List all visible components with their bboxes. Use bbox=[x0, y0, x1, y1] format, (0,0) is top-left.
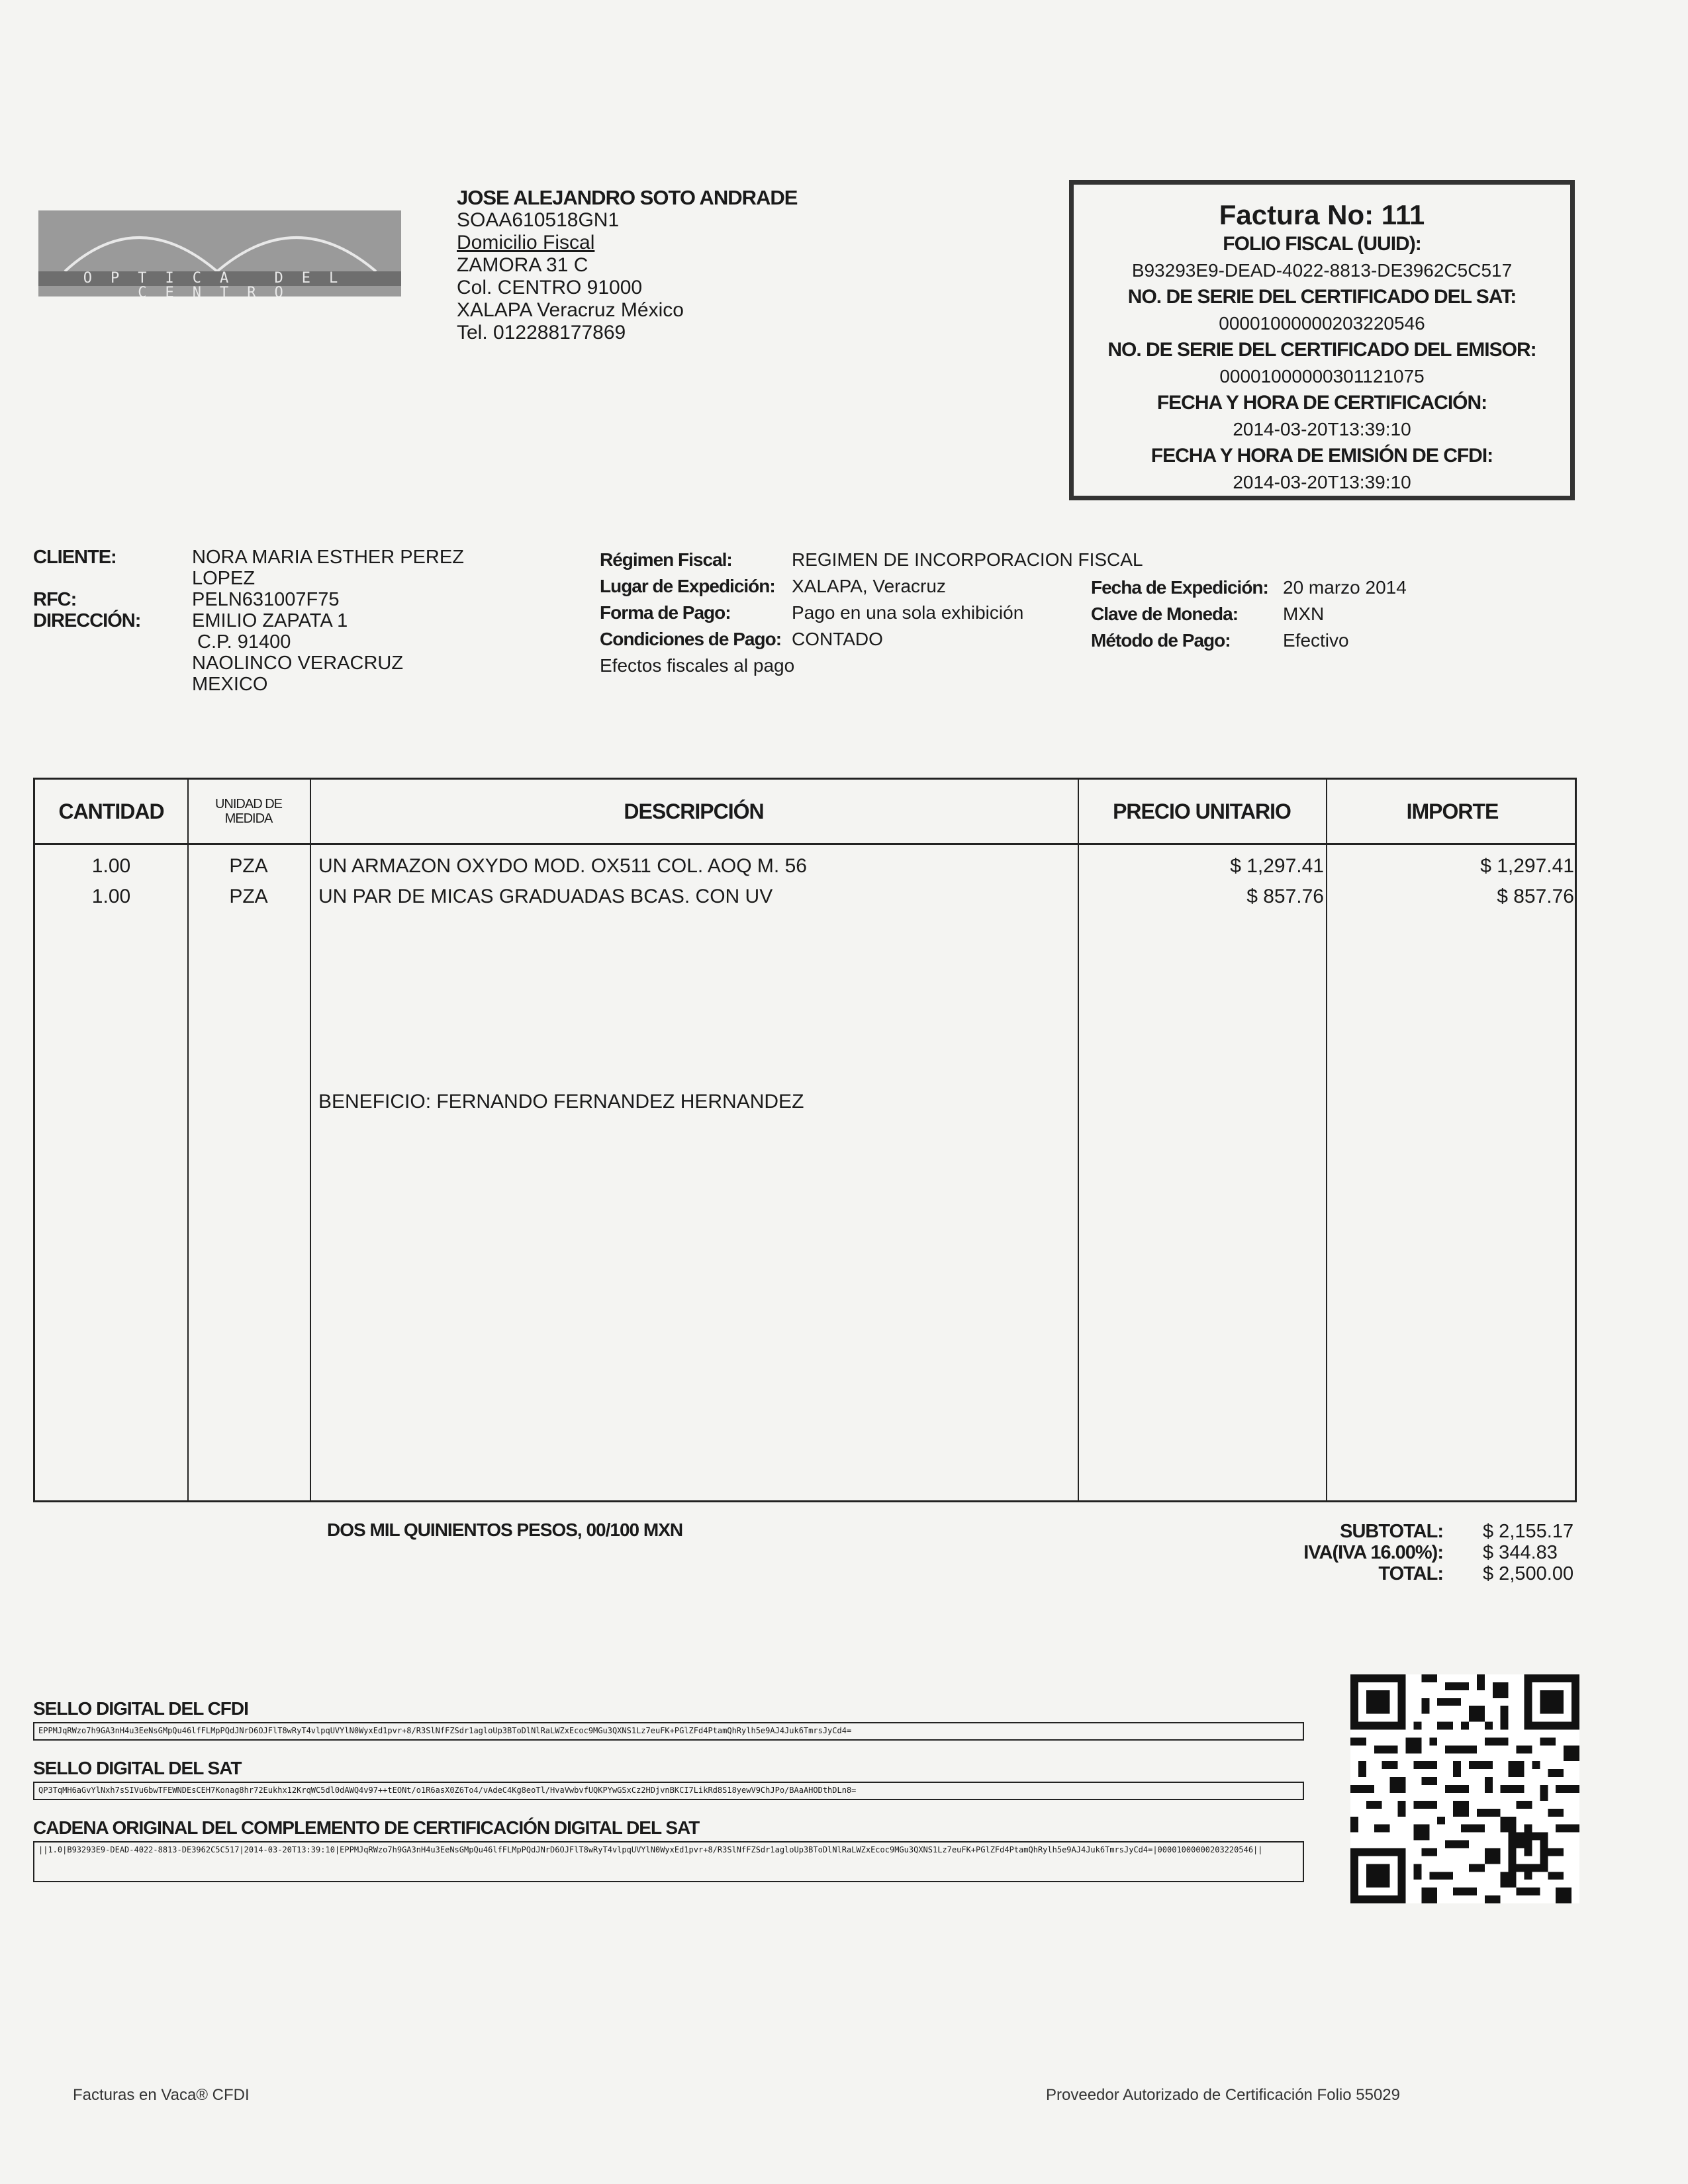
company-logo bbox=[38, 210, 401, 296]
logo-text: OPTICA DEL CENTRO bbox=[38, 271, 401, 286]
cert-date-label: FECHA Y HORA DE CERTIFICACIÓN: bbox=[1156, 392, 1487, 414]
header-precio: PRECIO UNITARIO bbox=[1113, 799, 1291, 823]
subtotal-label: SUBTOTAL: bbox=[1340, 1521, 1443, 1542]
issuer-colonia: Col. CENTRO 91000 bbox=[457, 277, 643, 298]
emision-date-value: 2014-03-20T13:39:10 bbox=[1233, 472, 1411, 492]
iva-label: IVA(IVA 16.00%): bbox=[1303, 1542, 1443, 1563]
sello-sat-value: QP3TqMH6aGvYlNxh7sSIVu6bwTFEWNDEsCEH7Konag8hr72Eukhx12KrqWC5dl0dAWQ4v97++tEONt/o1R6asX0Z6To4/vAdeC4Kg8eoTl/HvaVwbvfUQKPYwGSxCz2HDjvnBKCI7LikRd8S18yewV9ChJPo/BAaAHODthDLn8= bbox=[33, 1782, 1304, 1800]
header-unidad bbox=[187, 780, 310, 843]
regimen-label: Régimen Fiscal: bbox=[600, 549, 732, 570]
client-cp: C.P. 91400 bbox=[192, 631, 291, 653]
subtotal-value: $ 2,155.17 bbox=[1483, 1521, 1574, 1542]
condiciones-label: Condiciones de Pago: bbox=[600, 629, 782, 649]
row-cantidad: 1.00 bbox=[91, 886, 131, 907]
header-cantidad: CANTIDAD bbox=[58, 799, 164, 823]
sello-cfdi-label: SELLO DIGITAL DEL CFDI bbox=[33, 1698, 248, 1719]
sello-cfdi-value: EPPMJqRWzo7h9GA3nH4u3EeNsGMpQu46lfFLMpPQdJNrD6OJFlT8wRyT4vlpqUVYlN0WyxEd1pvr+8/R3SlNfFZSdr1agloUp3BToDlNlRaLWZxEcoc9MGu3QXNS1Lz7euFK+PGlZFd4PtamQhRylh5e9AJ4Juk6TmrsJyCd4= bbox=[33, 1722, 1304, 1741]
qr-icon bbox=[1350, 1674, 1579, 1903]
domicilio-label: Domicilio Fiscal bbox=[457, 232, 595, 253]
sat-cert-label: NO. DE SERIE DEL CERTIFICADO DEL SAT: bbox=[1127, 286, 1517, 308]
client-name-1: NORA MARIA ESTHER PEREZ bbox=[192, 547, 464, 568]
forma-label: Forma de Pago: bbox=[600, 602, 731, 623]
issuer-street: ZAMORA 31 C bbox=[457, 254, 588, 276]
row-descripcion: UN PAR DE MICAS GRADUADAS BCAS. CON UV bbox=[318, 886, 773, 907]
fecha-value: 20 marzo 2014 bbox=[1283, 577, 1407, 598]
invoice-number: Factura No: 111 bbox=[1219, 199, 1425, 230]
cadena-label: CADENA ORIGINAL DEL COMPLEMENTO DE CERTIFICACIÓN DIGITAL DEL SAT bbox=[33, 1817, 700, 1838]
total-label: TOTAL: bbox=[1378, 1563, 1443, 1584]
fiscal-info bbox=[600, 547, 1143, 679]
client-rfc: PELN631007F75 bbox=[192, 589, 340, 610]
uuid-label: FOLIO FISCAL (UUID): bbox=[1223, 233, 1421, 255]
row-descripcion: UN ARMAZON OXYDO MOD. OX511 COL. AOQ M. 56 bbox=[318, 855, 807, 877]
metodo-value: Efectivo bbox=[1283, 630, 1349, 651]
qr-code bbox=[1350, 1674, 1579, 1903]
client-name-2: LOPEZ bbox=[192, 568, 256, 589]
issuer-name: JOSE ALEJANDRO SOTO ANDRADE bbox=[457, 186, 798, 209]
row-precio: $ 1,297.41 bbox=[1230, 855, 1324, 877]
total-value: $ 2,500.00 bbox=[1483, 1563, 1574, 1584]
row-precio: $ 857.76 bbox=[1246, 886, 1324, 907]
row-unidad: PZA bbox=[229, 886, 268, 907]
rfc-label: RFC: bbox=[33, 589, 77, 610]
moneda-label: Clave de Moneda: bbox=[1091, 604, 1239, 624]
issuer-info bbox=[457, 187, 797, 344]
direccion-label: DIRECCIÓN: bbox=[33, 610, 141, 631]
totals-block bbox=[1211, 1521, 1582, 1584]
iva-value: $ 344.83 bbox=[1483, 1542, 1558, 1563]
items-table bbox=[33, 778, 1577, 1502]
emisor-cert-value: 00001000000301121075 bbox=[1219, 366, 1425, 387]
client-country: MEXICO bbox=[192, 674, 268, 695]
metodo-label: Método de Pago: bbox=[1091, 630, 1231, 651]
sat-cert-value: 00001000000203220546 bbox=[1219, 313, 1425, 334]
cadena-value: ||1.0|B93293E9-DEAD-4022-8813-DE3962C5C517|2014-03-20T13:39:10|EPPMJqRWzo7h9GA3nH4u3EeNsGMpQu46lfFLMpPQdJNrD6OJFlT8wRyT4vlpqUVYlN0WyxEd1pvr+8/R3SlNfFZSdr1agloUp3BToDlNlRaLWZxEcoc9MGu3QXNS1Lz7euFK+PGlZFd4PtamQhRylh5e9AJ4Juk6TmrsJyCd4=|00001000000203220546|| bbox=[33, 1841, 1304, 1882]
moneda-value: MXN bbox=[1283, 604, 1325, 624]
fecha-label: Fecha de Expedición: bbox=[1091, 577, 1268, 598]
row-unidad: PZA bbox=[229, 855, 268, 877]
cliente-label: CLIENTE: bbox=[33, 547, 117, 568]
issuer-phone: Tel. 012288177869 bbox=[457, 322, 626, 343]
sello-sat-label: SELLO DIGITAL DEL SAT bbox=[33, 1758, 242, 1778]
regimen-value: REGIMEN DE INCORPORACION FISCAL bbox=[792, 549, 1143, 570]
uuid-value: B93293E9-DEAD-4022-8813-DE3962C5C517 bbox=[1131, 260, 1513, 281]
cert-date-value: 2014-03-20T13:39:10 bbox=[1233, 419, 1411, 439]
emision-date-label: FECHA Y HORA DE EMISIÓN DE CFDI: bbox=[1150, 445, 1493, 467]
header-descripcion: DESCRIPCIÓN bbox=[624, 799, 764, 823]
folio-box bbox=[1069, 180, 1575, 500]
issuer-rfc: SOAA610518GN1 bbox=[457, 209, 620, 231]
emisor-cert-label: NO. DE SERIE DEL CERTIFICADO DEL EMISOR: bbox=[1107, 339, 1536, 361]
lugar-label: Lugar de Expedición: bbox=[600, 576, 775, 596]
condiciones-value: CONTADO bbox=[792, 629, 883, 649]
header-unidad-1: UNIDAD DE bbox=[214, 797, 282, 811]
client-city: NAOLINCO VERACRUZ bbox=[192, 653, 404, 674]
lugar-value: XALAPA, Veracruz bbox=[792, 576, 946, 596]
beneficio-note: BENEFICIO: FERNANDO FERNANDEZ HERNANDEZ bbox=[318, 1091, 804, 1113]
issuer-city: XALAPA Veracruz México bbox=[457, 299, 684, 321]
row-cantidad: 1.00 bbox=[91, 855, 131, 877]
fiscal-info-right bbox=[1091, 574, 1407, 654]
forma-value: Pago en una sola exhibición bbox=[792, 602, 1024, 623]
footer-right: Proveedor Autorizado de Certificación Folio 55029 bbox=[1046, 2086, 1400, 2104]
amount-in-words: DOS MIL QUINIENTOS PESOS, 00/100 MXN bbox=[327, 1520, 683, 1540]
row-importe: $ 857.76 bbox=[1497, 886, 1574, 907]
footer-left: Facturas en Vaca® CFDI bbox=[73, 2086, 250, 2104]
header-unidad-2: MEDIDA bbox=[224, 811, 273, 826]
header-importe: IMPORTE bbox=[1406, 799, 1499, 823]
client-info bbox=[33, 547, 464, 695]
row-importe: $ 1,297.41 bbox=[1480, 855, 1574, 877]
client-street: EMILIO ZAPATA 1 bbox=[192, 610, 348, 631]
efectos-text: Efectos fiscales al pago bbox=[600, 655, 795, 676]
